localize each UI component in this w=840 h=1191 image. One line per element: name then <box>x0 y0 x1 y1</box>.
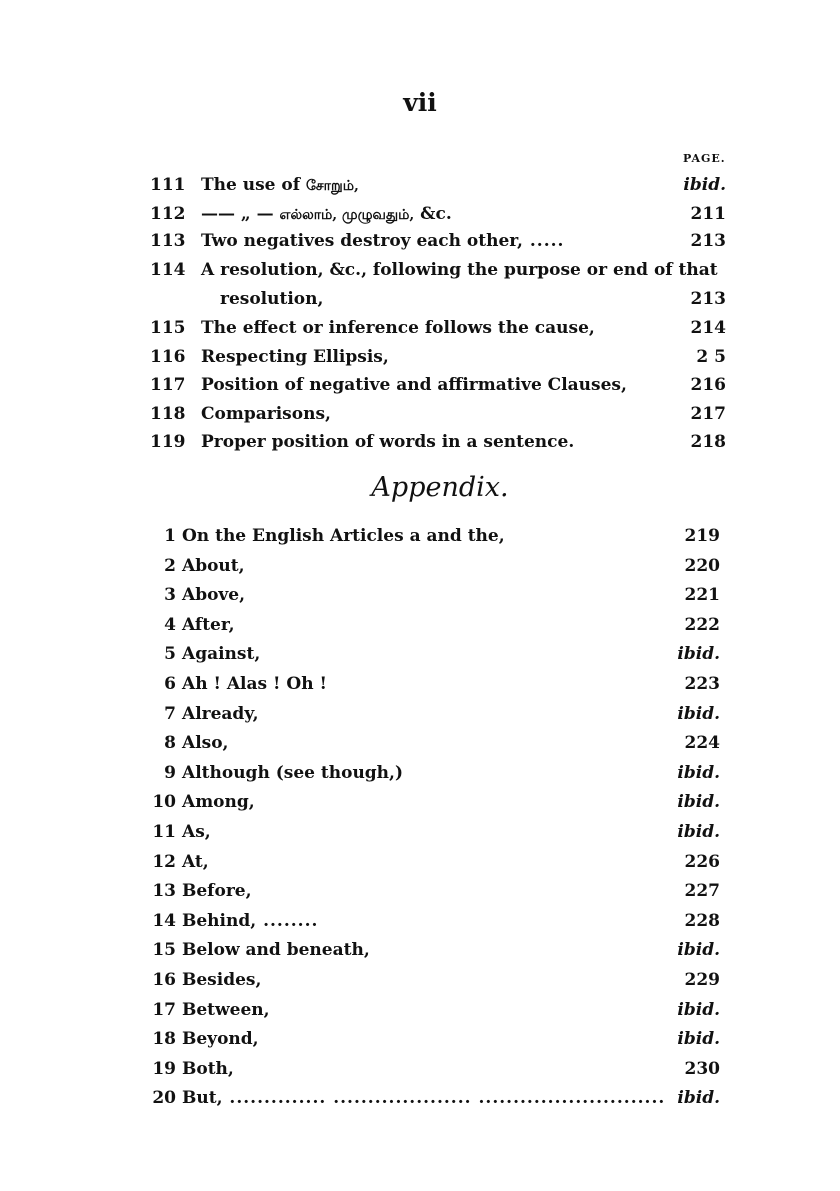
item-number: 9 <box>164 763 176 783</box>
list-item <box>0 788 840 816</box>
item-text: Behind, <box>182 911 257 931</box>
item-title <box>182 522 505 550</box>
item-title <box>182 788 255 816</box>
item-number: 18 <box>152 1029 176 1049</box>
item-number: 15 <box>152 940 176 960</box>
item-title <box>182 907 318 935</box>
item-title <box>182 700 259 728</box>
item-text: Between, <box>182 1000 270 1020</box>
page-number: 218 <box>690 432 726 452</box>
page-folio: vii <box>403 88 437 117</box>
page-number: ibid. <box>677 792 720 812</box>
item-text: But, <box>182 1088 223 1108</box>
page-number: 227 <box>684 881 720 901</box>
rule-number: 114 <box>150 260 186 280</box>
item-text: Against, <box>182 644 261 664</box>
leader-dots: ........ <box>256 911 319 931</box>
list-item <box>0 877 840 905</box>
item-number: 11 <box>152 822 176 842</box>
rule-text: The use of <box>201 175 306 195</box>
rule-number: 116 <box>150 347 186 367</box>
list-item <box>0 1084 840 1112</box>
item-text: Ah ! Alas ! Oh ! <box>182 674 327 694</box>
table-row <box>0 200 840 228</box>
leader-dots: .............. .................... ........................... <box>222 1088 666 1108</box>
item-number: 10 <box>152 792 176 812</box>
page-number: 223 <box>684 674 720 694</box>
rule-title <box>201 227 564 255</box>
rule-number: 118 <box>150 404 186 424</box>
rule-text: —— „ — <box>201 204 280 224</box>
page-number: 214 <box>690 318 726 338</box>
list-item <box>0 611 840 639</box>
table-row <box>0 314 840 342</box>
item-title <box>182 640 260 668</box>
item-text: Already, <box>182 704 259 724</box>
list-item <box>0 670 840 698</box>
page-number: 222 <box>684 615 720 635</box>
item-title <box>182 848 209 876</box>
item-text: Also, <box>182 733 229 753</box>
rule-tamil-term: எல்லாம், முழுவதும், <box>279 207 415 223</box>
item-title <box>182 966 261 994</box>
item-number: 20 <box>152 1088 176 1108</box>
rule-title <box>201 314 595 342</box>
rule-title <box>201 200 452 229</box>
rule-number: 112 <box>150 204 186 224</box>
table-row <box>0 256 840 284</box>
page-number: 229 <box>684 970 720 990</box>
list-item <box>0 907 840 935</box>
page-number: ibid. <box>683 175 726 195</box>
rule-tamil-term: சோறும், <box>305 178 359 194</box>
item-title <box>182 877 252 905</box>
table-row <box>0 371 840 399</box>
item-text: Among, <box>182 792 255 812</box>
item-number: 8 <box>164 733 176 753</box>
table-row-continuation <box>0 285 840 313</box>
page-number: 228 <box>684 911 720 931</box>
rule-title <box>201 371 627 399</box>
page-number: ibid. <box>677 940 720 960</box>
page-number: ibid. <box>677 1088 720 1108</box>
item-title <box>182 670 327 698</box>
list-item <box>0 552 840 580</box>
item-title <box>182 818 211 846</box>
rule-text: Two negatives destroy each other, <box>201 231 523 251</box>
rule-text: Position of negative and affirmative Clauses, <box>201 375 627 395</box>
list-item <box>0 759 840 787</box>
item-text: Below and beneath, <box>182 940 370 960</box>
item-text: As, <box>182 822 211 842</box>
page-number: 224 <box>684 733 720 753</box>
rule-text: A resolution, &c., following the purpose or end of that <box>201 260 718 280</box>
item-text: After, <box>182 615 235 635</box>
table-row <box>0 428 840 456</box>
item-text: Above, <box>182 585 246 605</box>
item-number: 5 <box>164 644 176 664</box>
item-title <box>182 936 370 964</box>
item-text: At, <box>182 852 209 872</box>
item-number: 4 <box>164 615 176 635</box>
item-title <box>182 759 403 787</box>
item-number: 1 <box>164 526 176 546</box>
item-text: Although (see though,) <box>182 763 404 783</box>
item-number: 6 <box>164 674 176 694</box>
rule-text-after: &c. <box>414 204 452 224</box>
rule-number: 115 <box>150 318 186 338</box>
list-item <box>0 936 840 964</box>
rule-text: Proper position of words in a sentence. <box>201 432 575 452</box>
list-item <box>0 848 840 876</box>
rule-number: 113 <box>150 231 186 251</box>
item-number: 12 <box>152 852 176 872</box>
item-text: About, <box>182 556 245 576</box>
item-title <box>182 581 245 609</box>
leader-dots: ..... <box>522 231 565 251</box>
rule-title <box>201 343 389 371</box>
page-number: ibid. <box>677 1029 720 1049</box>
item-title <box>182 996 270 1024</box>
page-number: 220 <box>684 556 720 576</box>
list-item <box>0 966 840 994</box>
page-number: 230 <box>684 1059 720 1079</box>
list-item <box>0 522 840 550</box>
list-item <box>0 729 840 757</box>
page-number: 226 <box>684 852 720 872</box>
item-number: 7 <box>164 704 176 724</box>
item-title <box>182 1025 259 1053</box>
list-item <box>0 818 840 846</box>
list-item <box>0 581 840 609</box>
rule-title <box>201 400 331 428</box>
list-item <box>0 996 840 1024</box>
item-number: 2 <box>164 556 176 576</box>
page-number: 213 <box>690 289 726 309</box>
item-text: Both, <box>182 1059 234 1079</box>
table-row <box>0 227 840 255</box>
item-number: 3 <box>164 585 176 605</box>
list-item <box>0 1025 840 1053</box>
page-number: ibid. <box>677 644 720 664</box>
item-text: On the English Articles a and the, <box>182 526 505 546</box>
appendix-heading: Appendix. <box>371 472 509 503</box>
rule-title <box>201 171 359 200</box>
rule-text: The effect or inference follows the cause, <box>201 318 595 338</box>
table-row <box>0 343 840 371</box>
item-number: 14 <box>152 911 176 931</box>
item-number: 16 <box>152 970 176 990</box>
rule-number: 119 <box>150 432 186 452</box>
item-title <box>182 729 228 757</box>
page-number: 216 <box>690 375 726 395</box>
rule-title <box>201 256 718 284</box>
item-title <box>182 1084 665 1112</box>
list-item <box>0 700 840 728</box>
rule-number: 111 <box>150 175 186 195</box>
rule-number: 117 <box>150 375 186 395</box>
page-number: 217 <box>690 404 726 424</box>
item-text: Before, <box>182 881 252 901</box>
page-number: 211 <box>690 204 726 224</box>
item-number: 19 <box>152 1059 176 1079</box>
item-text: Beyond, <box>182 1029 259 1049</box>
page-number: ibid. <box>677 1000 720 1020</box>
item-title <box>182 552 245 580</box>
page-number: ibid. <box>677 822 720 842</box>
list-item <box>0 1055 840 1083</box>
rule-text: Respecting Ellipsis, <box>201 347 389 367</box>
rule-text: Comparisons, <box>201 404 331 424</box>
page-number: ibid. <box>677 763 720 783</box>
item-text: Besides, <box>182 970 262 990</box>
table-row <box>0 400 840 428</box>
page-number: ibid. <box>677 704 720 724</box>
page-number: 213 <box>690 231 726 251</box>
item-title <box>182 1055 234 1083</box>
rule-continuation: resolution, <box>220 289 324 309</box>
page-column-label: PAGE. <box>683 152 726 165</box>
page-number: 2 5 <box>696 347 726 367</box>
page-number: 219 <box>684 526 720 546</box>
page-number: 221 <box>684 585 720 605</box>
rule-title <box>201 428 574 456</box>
item-title <box>182 611 235 639</box>
table-row <box>0 171 840 199</box>
item-number: 13 <box>152 881 176 901</box>
list-item <box>0 640 840 668</box>
item-number: 17 <box>152 1000 176 1020</box>
